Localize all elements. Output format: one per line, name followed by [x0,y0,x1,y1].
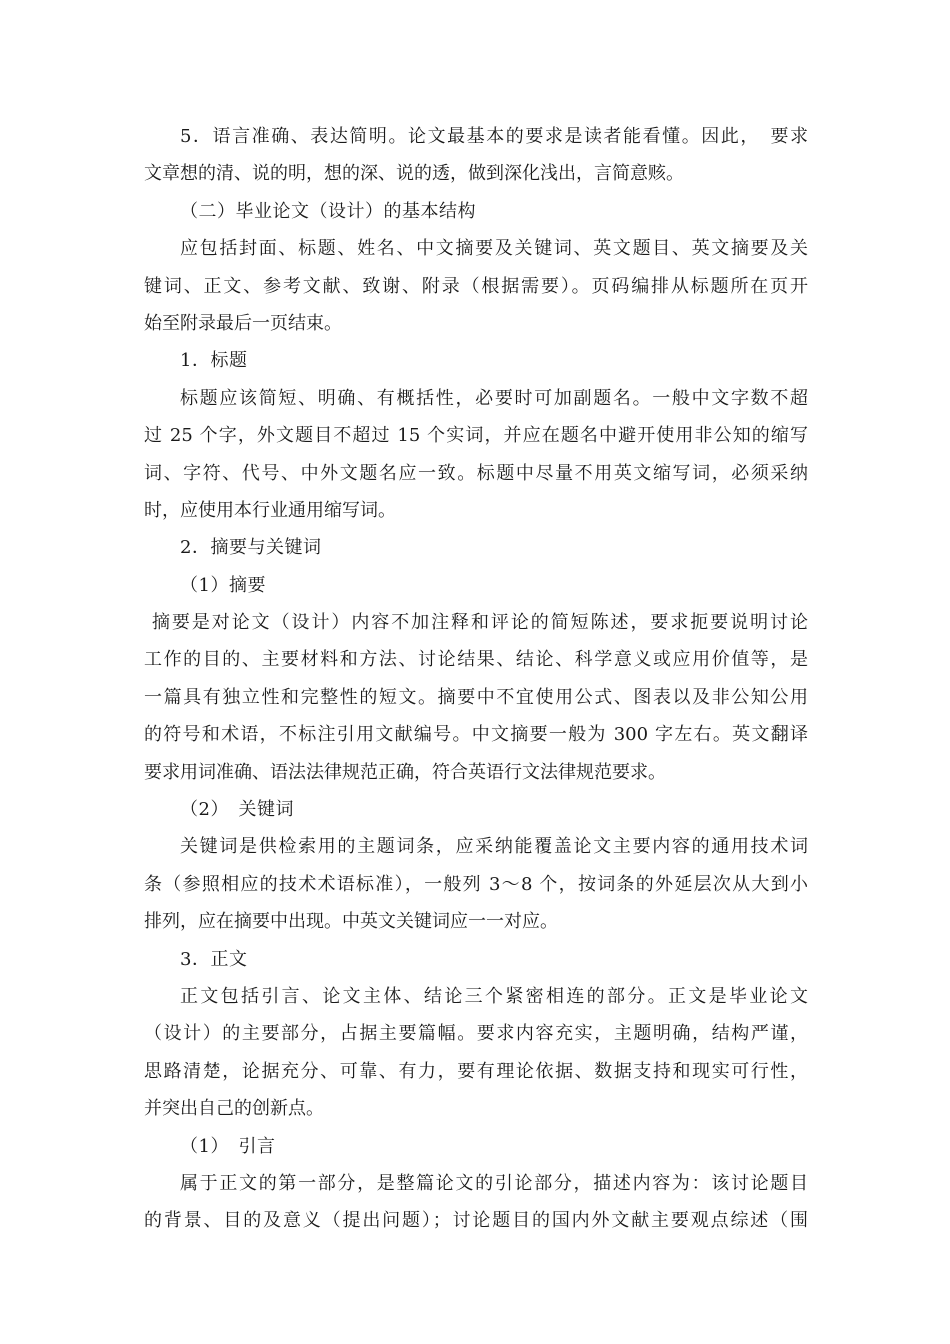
text-line: （1）摘要 [180,574,266,596]
text-line: 条（参照相应的技术术语标准），一般列 3～8 个，按词条的外延层次从大到小 [144,873,808,895]
text-line: 应包括封面、标题、姓名、中文摘要及关键词、英文题目、英文摘要及关 [180,238,808,260]
text-line: 2．摘要与关键词 [180,537,322,559]
text-line: 要求用词准确、语法法律规范正确，符合英语行文法律规范要求。 [144,761,666,783]
text-line: 正文包括引言、论文主体、结论三个紧密相连的部分。正文是毕业论文 [180,985,808,1007]
text-line: 1．标题 [180,350,248,372]
text-line: 工作的目的、主要材料和方法、讨论结果、结论、科学意义或应用价值等，是 [144,649,808,671]
text-line: （2） 关键词 [180,799,294,821]
text-line: 3．正文 [180,948,248,970]
text-line: 摘要是对论文（设计）内容不加注释和评论的简短陈述，要求扼要说明讨论 [152,612,808,634]
text-line: 排列，应在摘要中出现。中英文关键词应一一对应。 [144,911,558,933]
text-line: （二）毕业论文（设计）的基本结构 [180,200,476,222]
text-line: 属于正文的第一部分，是整篇论文的引论部分，描述内容为：该讨论题目 [180,1172,808,1194]
text-line: 的符号和术语，不标注引用文献编号。中文摘要一般为 300 字左右。英文翻译 [144,724,808,746]
text-line: 键词、正文、参考文献、致谢、附录（根据需要）。页码编排从标题所在页开 [144,275,808,297]
text-line: 词、字符、代号、中外文题名应一致。标题中尽量不用英文缩写词，必须采纳 [144,462,808,484]
text-line: （1） 引言 [180,1135,276,1157]
text-line: 5．语言准确、表达简明。论文最基本的要求是读者能看懂。因此， 要求 [180,126,808,147]
text-line: 的背景、目的及意义（提出问题）；讨论题目的国内外文献主要观点综述（围 [144,1210,808,1232]
text-line: 并突出自己的创新点。 [144,1098,324,1120]
text-line: 一篇具有独立性和完整性的短文。摘要中不宜使用公式、图表以及非公知公用 [144,686,808,708]
text-line: 标题应该简短、明确、有概括性，必要时可加副题名。一般中文字数不超 [180,387,808,409]
text-line: 过 25 个字，外文题目不超过 15 个实词，并应在题名中避开使用非公知的缩写 [144,425,808,447]
text-line: 关键词是供检索用的主题词条，应采纳能覆盖论文主要内容的通用技术词 [180,836,808,858]
text-line: 思路清楚，论据充分、可靠、有力，要有理论依据、数据支持和现实可行性， [144,1060,808,1082]
text-line: 始至附录最后一页结束。 [144,312,342,334]
text-line: （设计）的主要部分，占据主要篇幅。要求内容充实，主题明确，结构严谨， [144,1023,808,1045]
document-body [144,118,808,1240]
text-line: 文章想的清、说的明，想的深、说的透，做到深化浅出，言简意赅。 [144,163,684,185]
text-line: 时，应使用本行业通用缩写词。 [144,499,396,521]
